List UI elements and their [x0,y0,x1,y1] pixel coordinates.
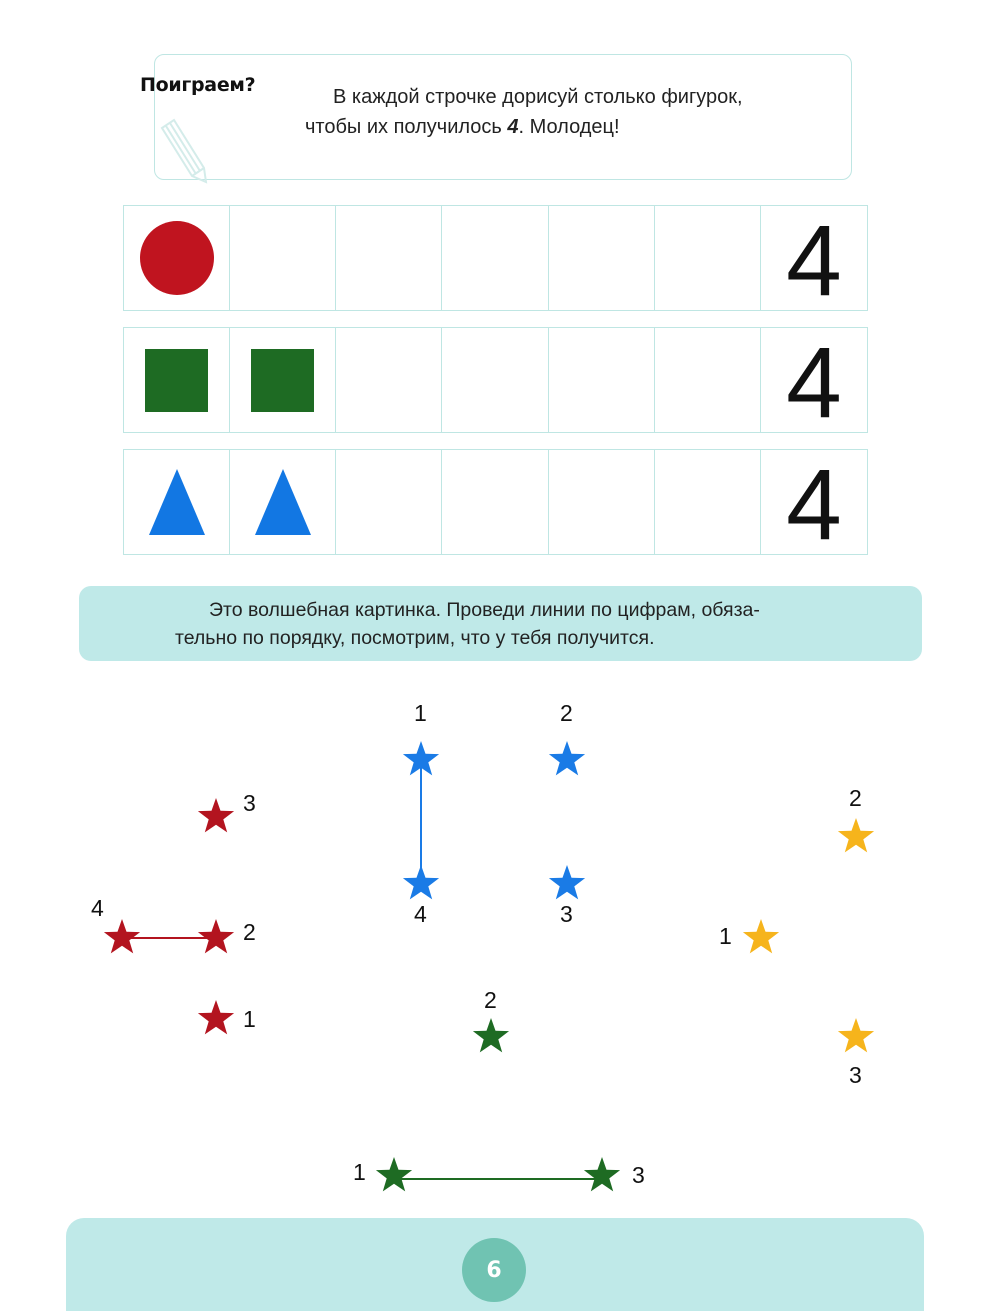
blue-label-1: 1 [414,700,427,726]
page-number-badge [462,1238,526,1302]
red-star-3[interactable] [198,798,234,832]
green-label-3: 3 [632,1162,645,1188]
red-label-4: 4 [91,895,104,921]
red-label-1: 1 [243,1006,256,1032]
red-star-2[interactable] [198,919,234,953]
green-star-3[interactable] [584,1157,620,1191]
task-number-bold: 4 [507,116,519,138]
blue-star-4[interactable] [403,865,439,899]
task-text-line1: В каждой строчке дорисуй столько фигурок, [333,86,743,108]
task-heading: Поиграем? [140,74,256,96]
orange-star-2[interactable] [838,818,874,852]
red-label-3: 3 [243,790,256,816]
orange-label-1: 1 [719,923,732,949]
orange-star-1[interactable] [743,919,779,953]
task-text-prefix: чтобы их получилось [305,116,508,138]
red-star-4[interactable] [104,919,140,953]
blue-label-4: 4 [414,901,427,927]
green-star-1[interactable] [376,1157,412,1191]
target-number: 4 [786,449,842,561]
instruction-line2: тельно по порядку, посмотрим, что у тебя получится. [175,627,655,649]
blue-label-2: 2 [560,700,573,726]
target-number: 4 [786,327,842,439]
green-label-1: 1 [353,1159,366,1185]
blue-star-2[interactable] [549,741,585,775]
orange-label-3: 3 [849,1062,862,1088]
green-label-2: 2 [484,987,497,1013]
page-number: 6 [486,1257,502,1283]
task-text-suffix: . Молодец! [518,116,620,138]
red-star-1[interactable] [198,1000,234,1034]
red-label-2: 2 [243,919,256,945]
orange-star-3[interactable] [838,1018,874,1052]
blue-label-3: 3 [560,901,573,927]
blue-star-3[interactable] [549,865,585,899]
instruction-line1: Это волшебная картинка. Проведи линии по цифрам, обяза- [209,599,760,621]
orange-label-2: 2 [849,785,862,811]
green-star-2[interactable] [473,1018,509,1052]
target-number: 4 [786,205,842,317]
